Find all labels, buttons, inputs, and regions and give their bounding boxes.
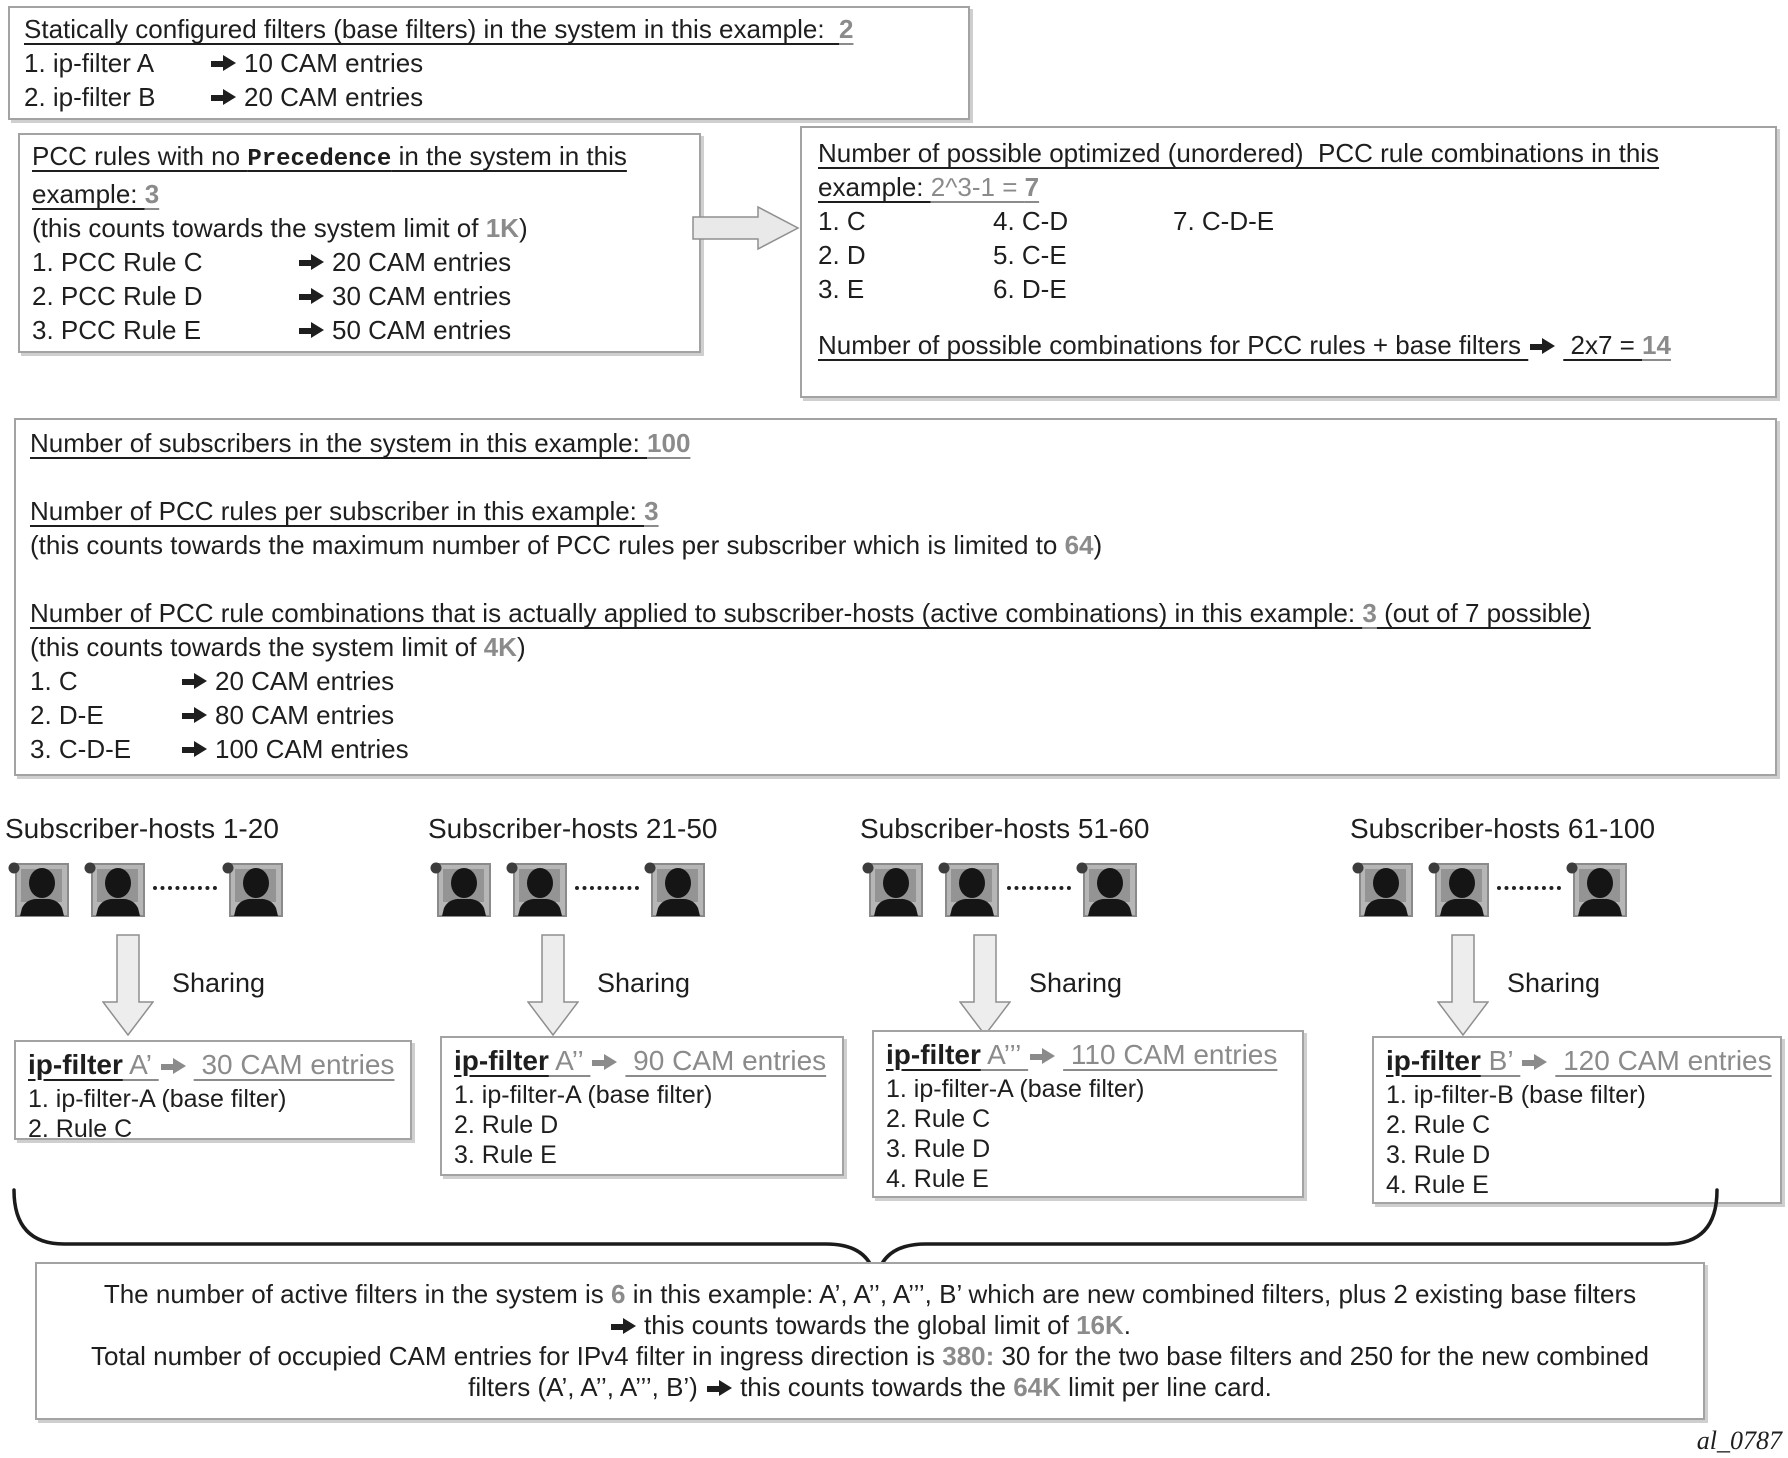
filter-box-title: ip-filter A’ 30 CAM entries xyxy=(28,1049,395,1080)
spacer xyxy=(30,562,1761,596)
subscriber-icons-group-3 xyxy=(862,860,1138,918)
subscribers-line2-note: (this counts towards the maximum number of PCC rules per subscriber which is limited to 64) xyxy=(30,530,1103,560)
subscribers-line3: Number of PCC rule combinations that is actually applied to subscriber-hosts (active combinations) in this example: 3 (out of 7 possible) xyxy=(30,598,1591,628)
active-combination-item: 1. C 20 CAM entries xyxy=(30,666,395,696)
arrow-right-icon xyxy=(707,1380,732,1397)
subscriber-icons-group-1 xyxy=(8,860,284,918)
down-block-arrow-icon xyxy=(527,934,579,1036)
combination-item: 3. E xyxy=(818,274,865,304)
summary-line-3: Total number of occupied CAM entries for IPv4 filter in ingress direction is 380: 30 for the two base filters and 250 for the new combined xyxy=(91,1341,1649,1371)
filter-box-b1 xyxy=(1372,1036,1782,1204)
person-photo-icon xyxy=(84,860,146,918)
dotted-ellipsis-connector xyxy=(153,886,217,890)
summary-box xyxy=(35,1262,1705,1420)
subscriber-icons-group-2 xyxy=(430,860,706,918)
active-combination-item: 2. D-E 80 CAM entries xyxy=(30,700,395,730)
person-photo-icon xyxy=(222,860,284,918)
combination-item: 2. D xyxy=(818,240,866,270)
group-label-3: Subscriber-hosts 51-60 xyxy=(860,813,1150,844)
subscriber-icons-group-4 xyxy=(1352,860,1628,918)
pcc-rules-note: (this counts towards the system limit of 1K) xyxy=(32,213,528,243)
arrow-right-icon xyxy=(211,89,236,106)
filter-component: 3. Rule D xyxy=(886,1135,991,1163)
combination-item: 6. D-E xyxy=(993,274,1067,304)
filter-component: 4. Rule E xyxy=(886,1165,989,1193)
arrow-right-icon xyxy=(592,1054,617,1071)
filter-component: 1. ip-filter-A (base filter) xyxy=(454,1081,713,1109)
arrow-right-icon xyxy=(299,254,324,271)
sharing-label: Sharing xyxy=(1507,968,1601,998)
combination-column xyxy=(1173,204,1274,306)
combinations-box xyxy=(800,126,1777,398)
person-photo-icon xyxy=(1076,860,1138,918)
arrow-right-icon xyxy=(299,322,324,339)
group-label-2: Subscriber-hosts 21-50 xyxy=(428,813,718,844)
summary-line-4: filters (A’, A’’, A’’’, B’) this counts towards the 64K limit per line card. xyxy=(468,1372,1272,1402)
filter-component: 2. Rule C xyxy=(28,1115,133,1143)
pcc-rule-item: 2. PCC Rule D 30 CAM entries xyxy=(32,281,512,311)
filter-component: 3. Rule E xyxy=(454,1141,557,1169)
filter-component: 1. ip-filter-A (base filter) xyxy=(28,1085,287,1113)
combinations-footer: Number of possible combinations for PCC rules + base filters 2x7 = 14 xyxy=(818,330,1671,360)
base-filter-item: 2. ip-filter B 20 CAM entries xyxy=(24,82,424,112)
down-block-arrow-icon xyxy=(1437,934,1489,1036)
combination-columns xyxy=(818,204,1759,306)
combination-item: 7. C-D-E xyxy=(1173,206,1275,236)
dotted-ellipsis-connector xyxy=(575,886,639,890)
base-filters-title: Statically configured filters (base filters) in the system in this example: 2 xyxy=(24,14,854,44)
person-photo-icon xyxy=(1566,860,1628,918)
pcc-rules-box xyxy=(18,133,701,353)
filter-component: 2. Rule D xyxy=(454,1111,559,1139)
combination-column xyxy=(818,204,993,306)
filter-box-title: ip-filter A’’’ 110 CAM entries xyxy=(886,1039,1278,1070)
subscribers-line3-note: (this counts towards the system limit of 4K) xyxy=(30,632,526,662)
group-label-4: Subscriber-hosts 61-100 xyxy=(1350,813,1656,844)
arrow-right-icon xyxy=(182,673,207,690)
filter-component: 1. ip-filter-B (base filter) xyxy=(1386,1081,1646,1109)
filter-box-title: ip-filter A’’ 90 CAM entries xyxy=(454,1045,827,1076)
arrow-right-icon xyxy=(182,707,207,724)
sharing-label: Sharing xyxy=(1029,968,1123,998)
combination-item: 1. C xyxy=(818,206,866,236)
arrow-right-icon xyxy=(1530,338,1555,355)
arrow-right-icon xyxy=(1522,1054,1547,1071)
arrow-right-icon xyxy=(1030,1048,1055,1065)
filter-component: 3. Rule D xyxy=(1386,1141,1491,1169)
group-label-1: Subscriber-hosts 1-20 xyxy=(5,813,279,844)
person-photo-icon xyxy=(8,860,70,918)
pcc-rule-item: 3. PCC Rule E 50 CAM entries xyxy=(32,315,512,345)
summary-line-2: this counts towards the global limit of 16K. xyxy=(37,1310,1703,1341)
person-photo-icon xyxy=(644,860,706,918)
filter-component: 2. Rule C xyxy=(886,1105,991,1133)
down-block-arrow-icon xyxy=(959,934,1011,1036)
person-photo-icon xyxy=(1428,860,1490,918)
pcc-rule-item: 1. PCC Rule C 20 CAM entries xyxy=(32,247,512,277)
person-photo-icon xyxy=(430,860,492,918)
precedence-keyword: Precedence xyxy=(247,146,392,173)
combination-item: 4. C-D xyxy=(993,206,1069,236)
filter-component: 1. ip-filter-A (base filter) xyxy=(886,1075,1145,1103)
sharing-label: Sharing xyxy=(172,968,266,998)
subscribers-line2: Number of PCC rules per subscriber in this example: 3 xyxy=(30,496,659,526)
dotted-ellipsis-connector xyxy=(1007,886,1071,890)
down-block-arrow-icon xyxy=(102,934,154,1036)
person-photo-icon xyxy=(506,860,568,918)
filter-box-title: ip-filter B’ 120 CAM entries xyxy=(1386,1045,1772,1076)
combination-item: 5. C-E xyxy=(993,240,1067,270)
base-filter-item: 1. ip-filter A 10 CAM entries xyxy=(24,48,424,78)
arrow-right-icon xyxy=(211,55,236,72)
filter-box-a3 xyxy=(872,1030,1304,1198)
person-photo-icon xyxy=(938,860,1000,918)
sharing-label: Sharing xyxy=(597,968,691,998)
arrow-right-icon xyxy=(182,741,207,758)
filter-component: 4. Rule E xyxy=(1386,1171,1489,1199)
combination-column xyxy=(993,204,1173,306)
filter-component: 2. Rule C xyxy=(1386,1111,1491,1139)
spacer xyxy=(30,460,1761,494)
active-combination-item: 3. C-D-E 100 CAM entries xyxy=(30,734,409,764)
pcc-rules-title: PCC rules with no Precedence in the system in this example: 3 xyxy=(32,141,627,209)
base-filters-box xyxy=(8,6,970,120)
person-photo-icon xyxy=(862,860,924,918)
subscribers-line1: Number of subscribers in the system in this example: 100 xyxy=(30,428,691,458)
dotted-ellipsis-connector xyxy=(1497,886,1561,890)
figure-id: al_0787 xyxy=(1696,1426,1782,1455)
combinations-title: Number of possible optimized (unordered) PCC rule combinations in this example: 2^3-1 = 7 xyxy=(818,138,1660,202)
person-photo-icon xyxy=(1352,860,1414,918)
filter-box-a2 xyxy=(440,1036,844,1176)
filter-box-a1 xyxy=(14,1040,412,1143)
right-block-arrow-icon xyxy=(692,205,800,251)
arrow-right-icon xyxy=(299,288,324,305)
subscribers-box xyxy=(14,418,1777,776)
arrow-right-icon xyxy=(161,1058,186,1075)
summary-line-1: The number of active filters in the system is 6 in this example: A’, A’’, A’’’, B’ which are new combined filters, plus 2 existing base filters xyxy=(103,1279,1637,1309)
arrow-right-icon xyxy=(611,1318,636,1335)
